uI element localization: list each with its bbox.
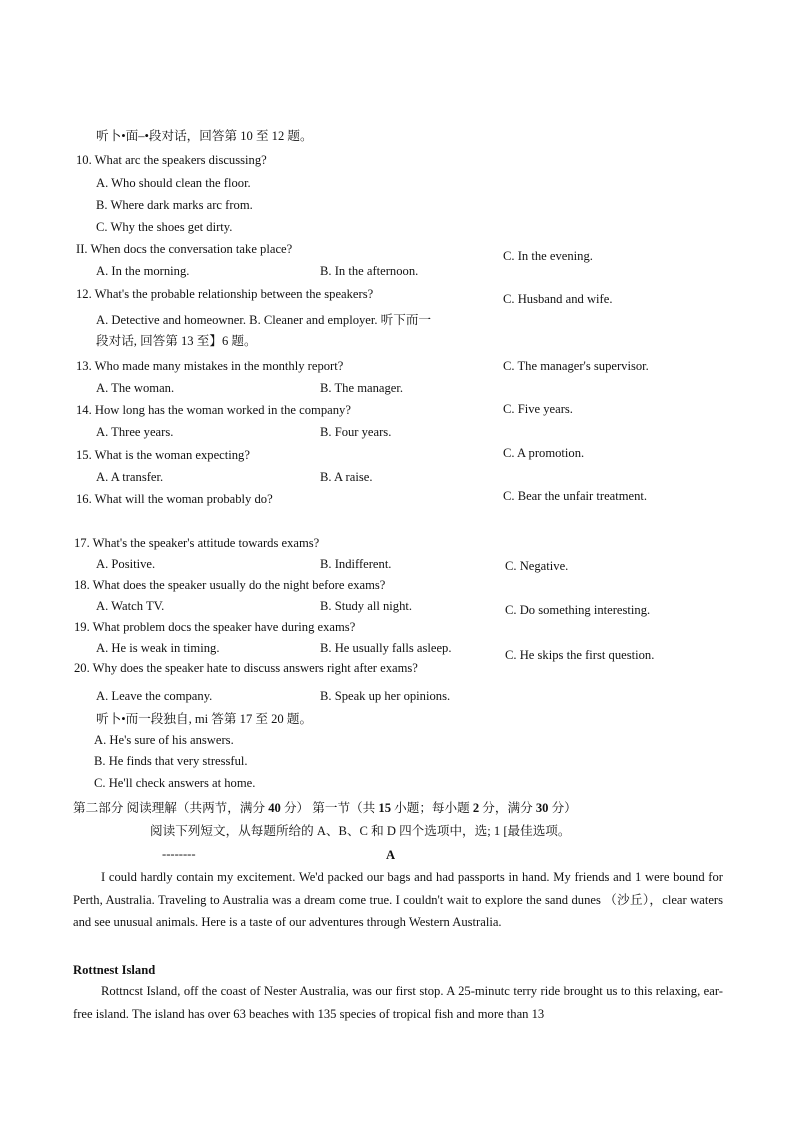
q15-option-b: B. A raise. [320,470,373,484]
q13-stem: 13. Who made many mistakes in the monthly report? [76,359,344,373]
q15-stem: 15. What is the woman expecting? [76,448,250,462]
q20-option-b: B. He finds that very stressful. [94,754,248,768]
q14-option-c: C. Five years. [503,402,573,416]
part-two-heading [73,800,577,816]
q13-option-b: B. The manager. [320,381,404,395]
q13-option-a: A. The woman. [96,381,175,395]
q13-option-c: C. The manager's supervisor. [503,359,649,373]
part-two-mid2: 小题；每小题 [391,801,473,815]
section-b-intro: 听卜•而一段独自, mi 答第 17 至 20 题。 [96,712,313,726]
q10-option-c: C. Why the shoes get dirty. [96,220,233,234]
q20-stem: 20. Why does the speaker hate to discuss answers right after exams? [74,661,418,675]
q12-options-ab-continued: 段对话, 回答第 13 至】6 题。 [96,334,257,348]
q12-options-ab: A. Detective and homeowner. B. Cleaner and employer. 听下而一 [96,313,432,327]
q11-option-c: C. In the evening. [503,249,593,263]
q10-stem: 10. What arc the speakers discussing? [76,153,267,167]
q16-option-b: B. Speak up her opinions. [320,689,451,703]
passage-letter: A [386,848,396,862]
q14-stem: 14. How long has the woman worked in the company? [76,403,351,417]
q20-option-c: C. He'll check answers at home. [94,776,256,790]
q19-option-b: B. He usually falls asleep. [320,641,452,655]
q19-option-c: C. He skips the first question. [505,648,655,662]
q19-option-a: A. He is weak in timing. [96,641,220,655]
q11-stem: II. When docs the conversation take place? [76,242,293,256]
part-two-question-count: 15 [378,801,391,815]
q15-option-c: C. A promotion. [503,446,585,460]
reading-instruction: 阅读下列短文，从每题所给的 A、B、C 和 D 四个选项中，选; 1 [最佳选项。 [150,824,571,838]
q17-option-a: A. Positive. [96,557,156,571]
section-heading-rottnest: Rottnest Island [73,963,156,977]
q18-stem: 18. What does the speaker usually do the night before exams? [74,578,386,592]
q12-stem: 12. What's the probable relationship between the speakers? [76,287,374,301]
q10-option-a: A. Who should clean the floor. [96,176,251,190]
q16-stem: 16. What will the woman probably do? [76,492,273,506]
q14-option-a: A. Three years. [96,425,174,439]
q16-option-a: A. Leave the company. [96,689,213,703]
q18-option-c: C. Do something interesting. [505,603,651,617]
q19-stem: 19. What problem docs the speaker have during exams? [74,620,356,634]
part-two-prefix: 第二部分 阅读理解（共两节，满分 [73,801,269,815]
part-two-total-score: 40 [268,801,281,815]
q12-option-c: C. Husband and wife. [503,292,613,306]
passage-paragraph-1: I could hardly contain my excitement. We'd packed our bags and had passports in hand. My friends and 1 were bound for Perth, Australia. Traveling to Australia was a dream come true. I couldn't wait to explore the sand dunes （沙丘），clear waters and see unusual animals. Here is a taste of our adventures through Western Australia. [73,870,723,929]
part-two-mid3: 分，满分 [479,801,536,815]
part-two-section-score: 30 [535,801,549,815]
q15-option-a: A. A transfer. [96,470,164,484]
q20-option-a: A. He's sure of his answers. [94,733,234,747]
part-two-suffix: 分） [548,801,577,815]
q17-option-b: B. Indifferent. [320,557,392,571]
part-two-per-question-score: 2 [472,801,480,815]
q10-option-b: B. Where dark marks arc from. [96,198,253,212]
q18-option-b: B. Study all night. [320,599,413,613]
q16-option-c: C. Bear the unfair treatment. [503,489,648,503]
q17-stem: 17. What's the speaker's attitude towards exams? [74,536,320,550]
q11-option-a: A. In the morning. [96,264,190,278]
q14-option-b: B. Four years. [320,425,392,439]
section-a-intro: 听卜•面–•段对话，回答第 10 至 12 题。 [96,129,313,143]
passage-paragraph-2: Rottncst Island, off the coast of Nester Australia, was our first stop. A 25-minutc terry ride brought us to this relaxing, ear-free island. The island has over 63 beaches with 135 species of tropical fish and more than 13 [73,984,723,1021]
dash-separator: -------- [162,847,196,861]
q18-option-a: A. Watch TV. [96,599,165,613]
q17-option-c: C. Negative. [505,559,569,573]
part-two-mid: 分） 第一节（共 [280,801,379,815]
q11-option-b: B. In the afternoon. [320,264,419,278]
